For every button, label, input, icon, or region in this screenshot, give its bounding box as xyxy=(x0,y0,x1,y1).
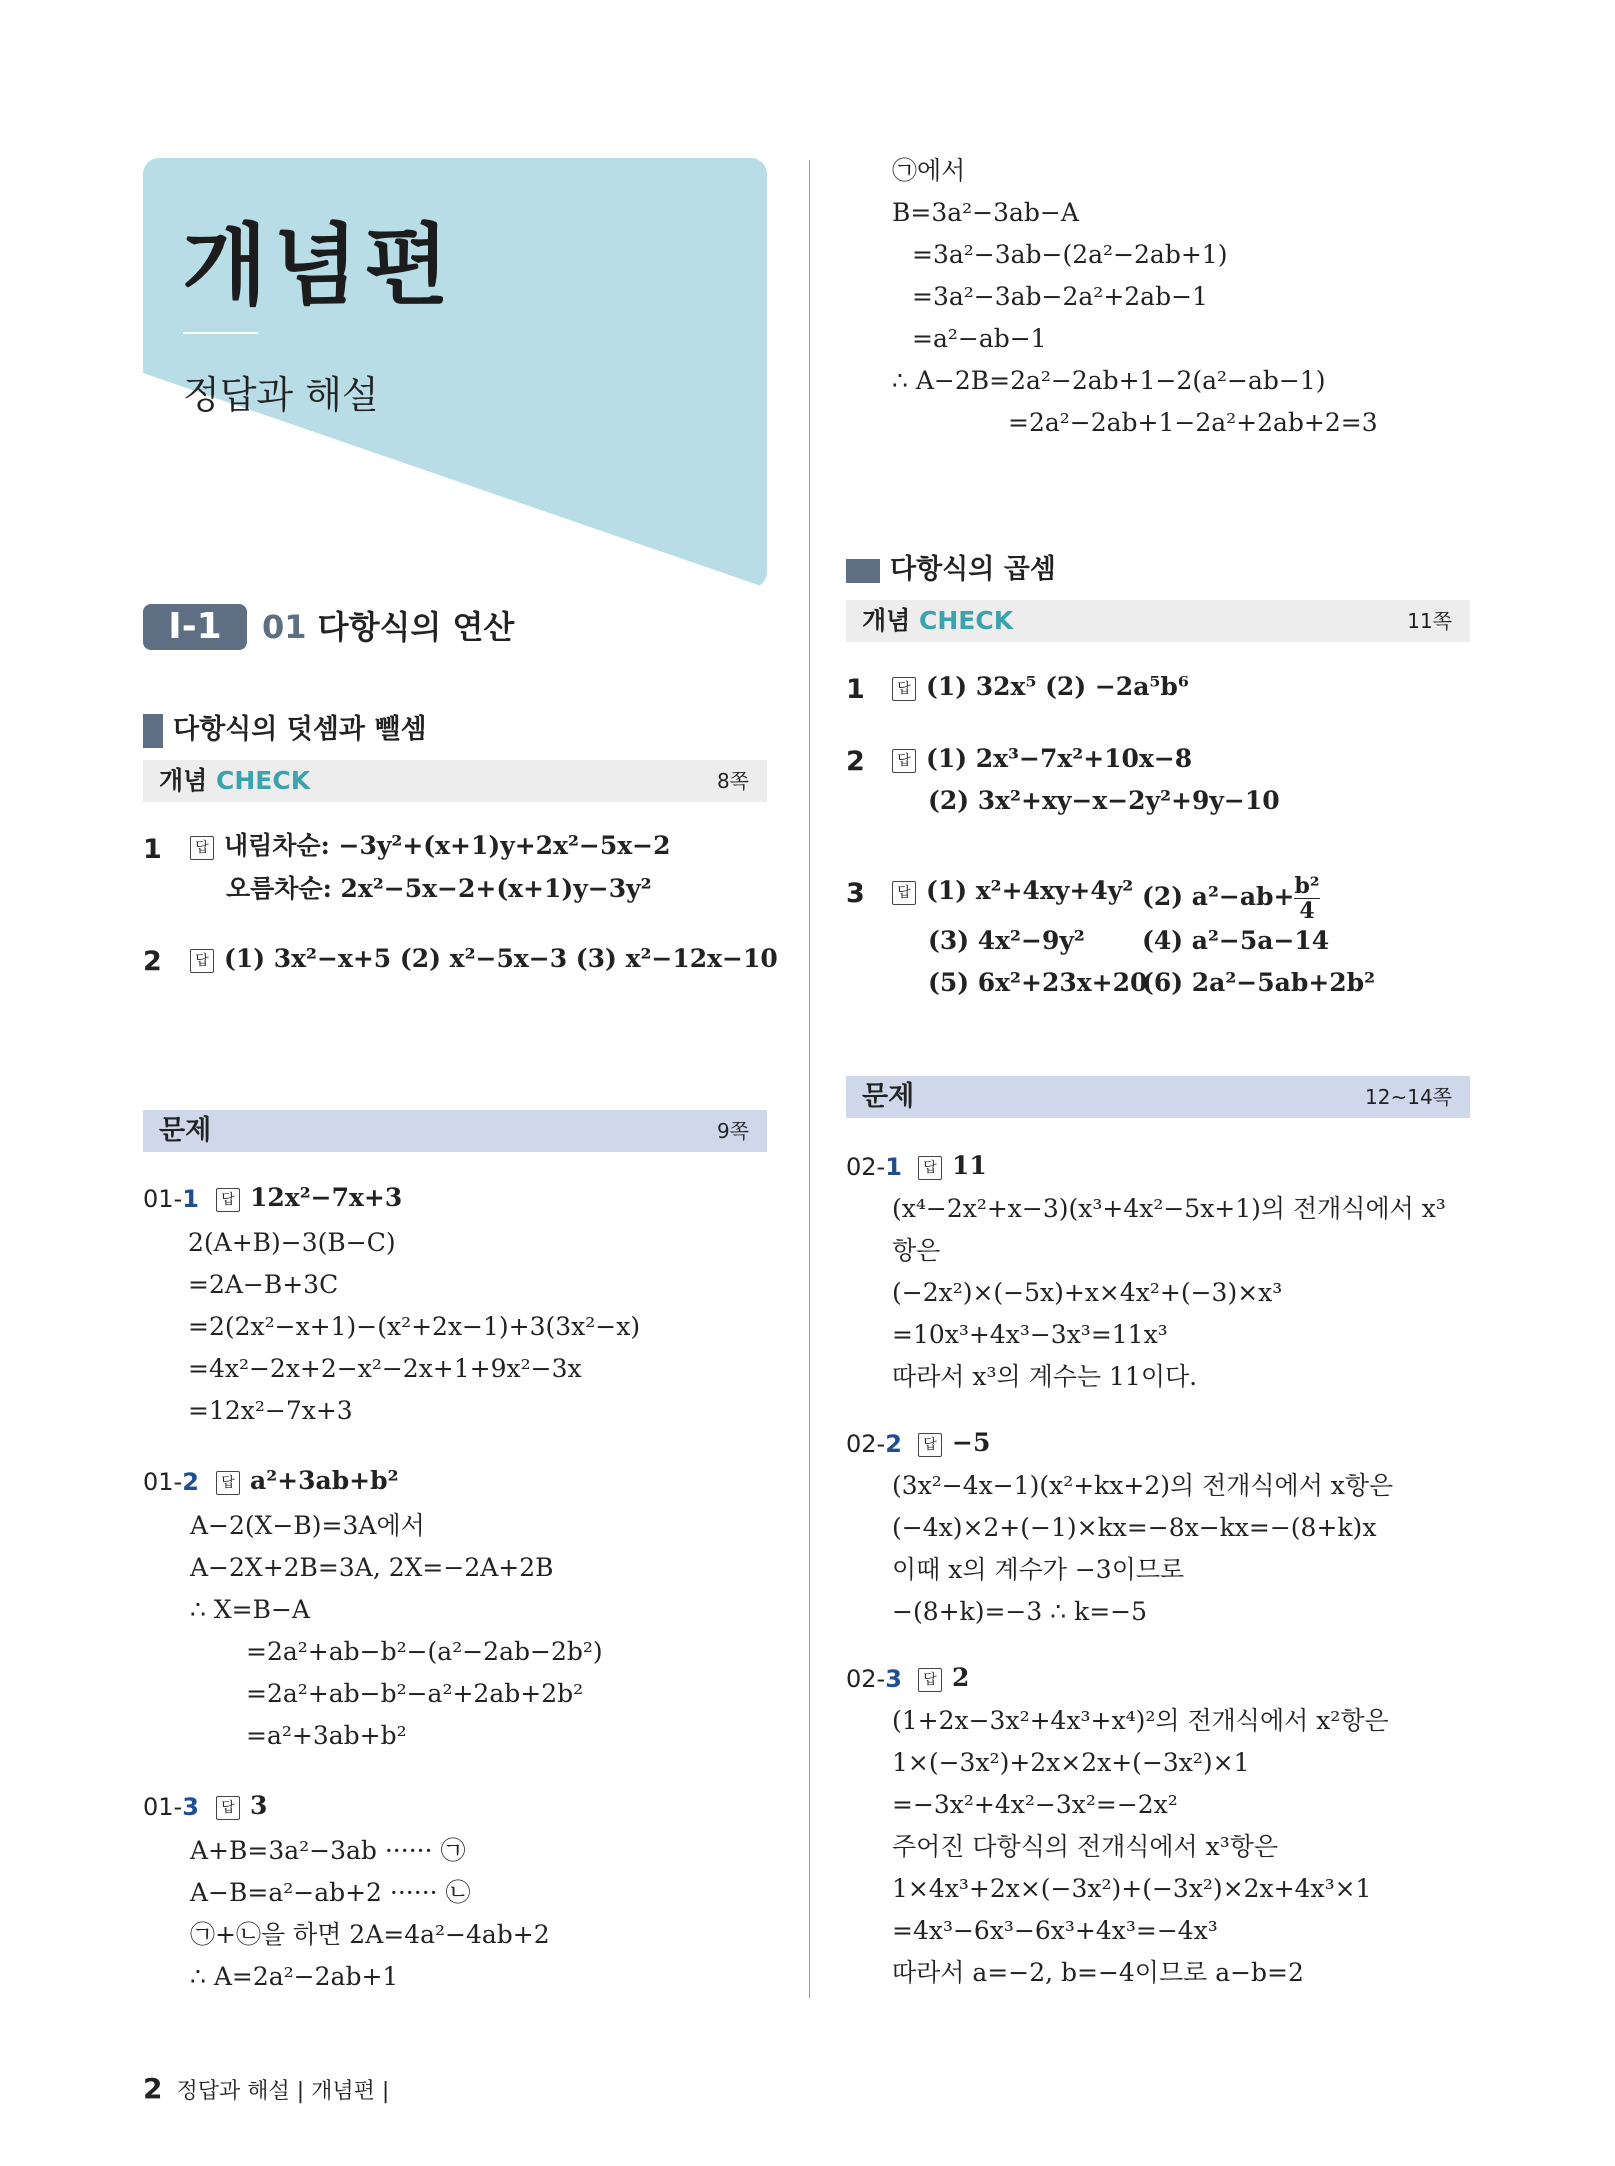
section-number-icon xyxy=(143,714,163,748)
page-number: 2 xyxy=(143,2072,163,2105)
problem-number: 02-3 xyxy=(846,1665,902,1693)
chapter-number: 01 xyxy=(262,608,307,646)
solution-line: (3x²−4x−1)(x²+kx+2)의 전개식에서 x항은 xyxy=(892,1471,1394,1500)
solution-line: =2a²+ab−b²−a²+2ab+2b² xyxy=(246,1679,584,1708)
hero-subtitle: 정답과 해설 xyxy=(183,373,379,417)
answer-mark-icon: 답 xyxy=(216,1796,240,1820)
answer-mark-icon: 답 xyxy=(892,677,916,701)
solution-line: =10x³+4x³−3x³=11x³ xyxy=(892,1320,1168,1349)
solution-line: =2(2x²−x+1)−(x²+2x−1)+3(3x²−x) xyxy=(188,1312,641,1341)
solution-line: 1×(−3x²)+2x×2x+(−3x²)×1 xyxy=(892,1748,1250,1777)
answer-line: (2) 3x²+xy−x−2y²+9y−10 xyxy=(928,786,1280,815)
question-number: 1 xyxy=(846,674,865,705)
section-2-title: 다항식의 곱셈 xyxy=(890,554,1056,585)
solution-line: A−B=a²−ab+2 ······ ㉡ xyxy=(190,1878,471,1907)
solution-line: B=3a²−3ab−A xyxy=(892,198,1079,227)
problem-answer: 답 11 xyxy=(918,1149,987,1183)
problem-number: 02-2 xyxy=(846,1430,902,1458)
solution-line: 따라서 x³의 계수는 11이다. xyxy=(892,1362,1198,1391)
answer-line: 답 내림차순: −3y²+(x+1)y+2x²−5x−2 xyxy=(190,829,671,863)
concept-check-label: 개념 CHECK xyxy=(159,766,311,795)
answer-mark-icon: 답 xyxy=(190,836,214,860)
question-number: 2 xyxy=(846,746,865,777)
problem-answer: 답 3 xyxy=(216,1789,267,1823)
solution-line: 2(A+B)−3(B−C) xyxy=(188,1228,396,1257)
solution-line: =4x³−6x³−6x³+4x³=−4x³ xyxy=(892,1916,1218,1945)
problem-number: 01-3 xyxy=(143,1793,199,1821)
section-number-icon xyxy=(846,559,880,583)
question-number: 1 xyxy=(143,834,162,865)
problem-number: 01-1 xyxy=(143,1185,199,1213)
solution-line: ㉠+㉡을 하면 2A=4a²−4ab+2 xyxy=(190,1920,550,1949)
answer-mark-icon: 답 xyxy=(216,1471,240,1495)
solution-line: 이때 x의 계수가 −3이므로 xyxy=(892,1555,1185,1584)
fraction: $\frac{\text{b²}}{4}$ xyxy=(1294,873,1320,924)
answer-mark-icon: 답 xyxy=(918,1156,942,1180)
problems-bar xyxy=(143,1110,767,1152)
solution-line: 주어진 다항식의 전개식에서 x³항은 xyxy=(892,1832,1279,1861)
hero-title: 개념편 xyxy=(182,214,456,317)
solution-line: (x⁴−2x²+x−3)(x³+4x²−5x+1)의 전개식에서 x³ xyxy=(892,1194,1446,1223)
solution-line: 따라서 a=−2, b=−4이므로 a−b=2 xyxy=(892,1958,1304,1987)
answer-line: (4) a²−5a−14 xyxy=(1142,926,1330,955)
answer-mark-icon: 답 xyxy=(216,1188,240,1212)
solution-line: =2a²+ab−b²−(a²−2ab−2b²) xyxy=(246,1637,603,1666)
solution-line: =12x²−7x+3 xyxy=(188,1396,353,1425)
question-number: 2 xyxy=(143,946,162,977)
section-1-heading xyxy=(143,712,427,748)
answer-line: 답 (1) x²+4xy+4y² xyxy=(892,874,1133,908)
section-1-title: 다항식의 덧셈과 뺄셈 xyxy=(173,714,427,745)
problems-label: 문제 xyxy=(159,1115,212,1146)
solution-line: =a²+3ab+b² xyxy=(246,1721,407,1750)
answer-line: 답 (1) 32x⁵ (2) −2a⁵b⁶ xyxy=(892,670,1189,704)
answer-line: 오름차순: 2x²−5x−2+(x+1)y−3y² xyxy=(226,874,652,903)
solution-line: =−3x²+4x²−3x²=−2x² xyxy=(892,1790,1178,1819)
page-ref: 8쪽 xyxy=(716,769,749,793)
concept-check-bar xyxy=(143,760,767,802)
column-divider xyxy=(809,160,810,1998)
solution-line: =2a²−2ab+1−2a²+2ab+2=3 xyxy=(1008,408,1378,437)
solution-line: ∴ A=2a²−2ab+1 xyxy=(190,1962,399,1991)
problem-number: 01-2 xyxy=(143,1468,199,1496)
answer-mark-icon: 답 xyxy=(918,1433,942,1457)
solution-line: −(8+k)=−3 ∴ k=−5 xyxy=(892,1597,1148,1626)
chapter-title xyxy=(262,604,514,650)
solution-line: =3a²−3ab−2a²+2ab−1 xyxy=(912,282,1208,311)
solution-line: =4x²−2x+2−x²−2x+1+9x²−3x xyxy=(188,1354,582,1383)
problem-answer: 답 −5 xyxy=(918,1426,990,1460)
solution-line: ㉠에서 xyxy=(892,156,966,185)
concept-check-bar xyxy=(846,600,1470,642)
solution-line: (1+2x−3x²+4x³+x⁴)²의 전개식에서 x²항은 xyxy=(892,1706,1389,1735)
hero-divider xyxy=(183,332,258,334)
chapter-name: 다항식의 연산 xyxy=(317,608,515,646)
solution-line: (−4x)×2+(−1)×kx=−8x−kx=−(8+k)x xyxy=(892,1513,1377,1542)
solution-line: A−2(X−B)=3A에서 xyxy=(190,1511,425,1540)
problem-answer: 답 2 xyxy=(918,1661,969,1695)
section-2-heading xyxy=(846,552,1056,588)
page-ref: 11쪽 xyxy=(1407,609,1452,633)
solution-line: ∴ X=B−A xyxy=(190,1595,310,1624)
page-ref: 9쪽 xyxy=(716,1119,749,1143)
answer-line: (3) 4x²−9y² xyxy=(928,926,1085,955)
answer-line: 답 (1) 2x³−7x²+10x−8 xyxy=(892,742,1192,776)
question-number: 3 xyxy=(846,878,865,909)
problem-answer: 답 a²+3ab+b² xyxy=(216,1464,399,1498)
problem-number: 02-1 xyxy=(846,1153,902,1181)
solution-line: 1×4x³+2x×(−3x²)+(−3x²)×2x+4x³×1 xyxy=(892,1874,1372,1903)
concept-check-label: 개념 CHECK xyxy=(862,606,1014,635)
solution-line: (−2x²)×(−5x)+x×4x²+(−3)×x³ xyxy=(892,1278,1283,1307)
page-footer xyxy=(143,2072,389,2105)
solution-line: =a²−ab−1 xyxy=(912,324,1047,353)
solution-line: =2A−B+3C xyxy=(188,1270,339,1299)
problem-answer: 답 12x²−7x+3 xyxy=(216,1181,402,1215)
answer-mark-icon: 답 xyxy=(918,1668,942,1692)
problems-label: 문제 xyxy=(862,1081,915,1112)
footer-text: 정답과 해설 | 개념편 | xyxy=(176,2079,390,2104)
page-ref: 12~14쪽 xyxy=(1365,1085,1452,1109)
answer-mark-icon: 답 xyxy=(190,949,214,973)
solution-line: ∴ A−2B=2a²−2ab+1−2(a²−ab−1) xyxy=(892,366,1326,395)
solution-line: =3a²−3ab−(2a²−2ab+1) xyxy=(912,240,1228,269)
answer-mark-icon: 답 xyxy=(892,749,916,773)
answer-line: (6) 2a²−5ab+2b² xyxy=(1142,968,1376,997)
solution-line: A−2X+2B=3A, 2X=−2A+2B xyxy=(190,1553,554,1582)
chapter-badge: I-1 xyxy=(143,604,247,650)
answer-line: (2) a²−ab+ $\frac{\text{b²}}{4}$ xyxy=(1142,873,1320,924)
problems-bar xyxy=(846,1076,1470,1118)
answer-line: (5) 6x²+23x+20 xyxy=(928,968,1148,997)
solution-line: A+B=3a²−3ab ······ ㉠ xyxy=(190,1836,466,1865)
answer-line: 답 (1) 3x²−x+5 (2) x²−5x−3 (3) x²−12x−10 xyxy=(190,942,778,976)
answer-mark-icon: 답 xyxy=(892,881,916,905)
solution-line: 항은 xyxy=(892,1236,941,1265)
